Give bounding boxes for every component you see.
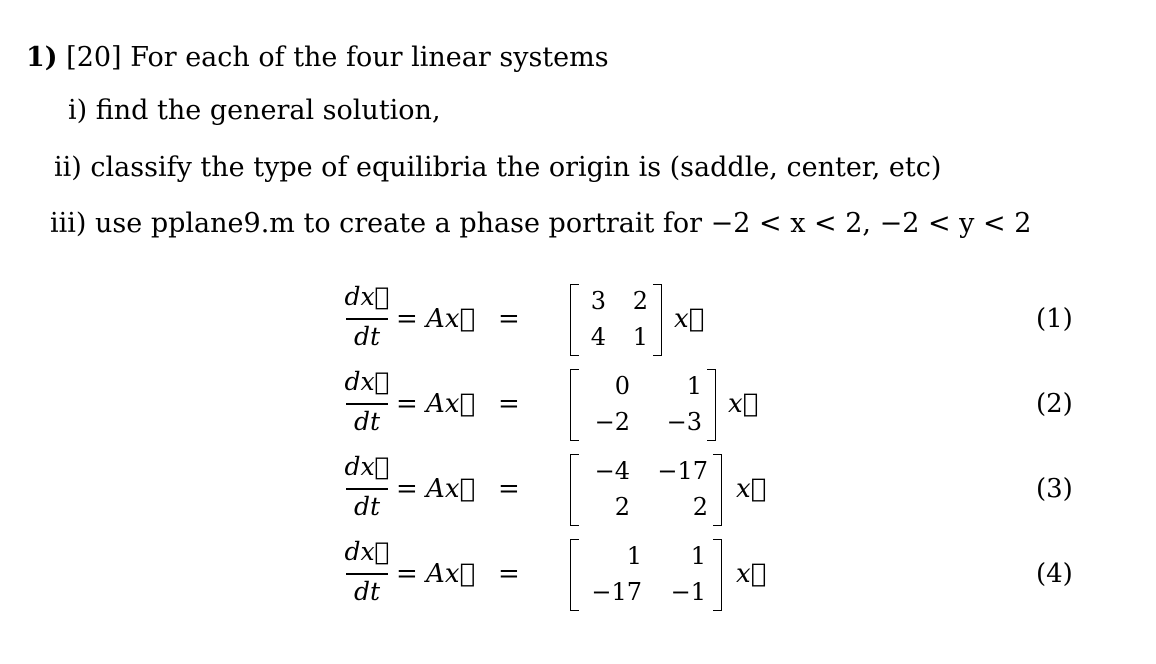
fraction-bar (346, 488, 388, 490)
equation-middle: = Ax⃗ (396, 389, 476, 419)
item-iii (50, 208, 1031, 240)
matrix-cell: 1 (632, 323, 648, 351)
left-bracket (570, 369, 579, 441)
fraction-denominator: dt (353, 407, 381, 436)
problem-header (26, 42, 609, 74)
matrix (570, 452, 722, 526)
matrix (570, 537, 722, 611)
matrix-cell: 1 (626, 542, 642, 570)
matrix (570, 282, 662, 356)
problem-points: [20] (66, 42, 122, 73)
item-ii (54, 152, 941, 184)
equals-sign: = (498, 304, 520, 334)
state-vector: x⃗ (728, 389, 759, 419)
item-label: iii) (50, 208, 87, 239)
matrix-cell: 4 (590, 323, 606, 351)
fraction-numerator: dx⃗ (344, 537, 390, 566)
matrix-cell: 2 (632, 287, 648, 315)
matrix-cell: 1 (690, 542, 706, 570)
equation-row-1 (0, 282, 1156, 362)
equation-row-2 (0, 367, 1156, 447)
left-bracket (570, 284, 579, 356)
left-bracket (570, 454, 579, 526)
right-bracket (653, 284, 662, 356)
equals-sign: = (498, 474, 520, 504)
equation-row-3 (0, 452, 1156, 532)
matrix-cell: 2 (614, 493, 630, 521)
equation-tag: (1) (1036, 304, 1073, 334)
fraction-numerator: dx⃗ (344, 452, 390, 481)
item-i (68, 95, 441, 127)
fraction-bar (346, 318, 388, 320)
matrix-cell: −3 (666, 408, 702, 436)
fraction-denominator: dt (353, 492, 381, 521)
equation-middle: = Ax⃗ (396, 304, 476, 334)
matrix-cell: −2 (594, 408, 630, 436)
matrix-cell: 2 (692, 493, 708, 521)
left-bracket (570, 539, 579, 611)
equation-middle: = Ax⃗ (396, 474, 476, 504)
equation-row-4 (0, 537, 1156, 617)
right-bracket (713, 454, 722, 526)
state-vector: x⃗ (674, 304, 705, 334)
equation-tag: (4) (1036, 559, 1073, 589)
fraction-denominator: dt (353, 577, 381, 606)
matrix-cell: −17 (591, 578, 642, 606)
equals-sign: = (498, 559, 520, 589)
state-vector: x⃗ (736, 474, 767, 504)
matrix-cell: 3 (590, 287, 606, 315)
matrix-cell: −4 (594, 457, 630, 485)
item-text: classify the type of equilibria the origin is (saddle, center, etc) (90, 152, 942, 183)
item-label: ii) (54, 152, 82, 183)
equals-sign: = (498, 389, 520, 419)
state-vector: x⃗ (736, 559, 767, 589)
problem-number: 1) (26, 42, 58, 73)
right-bracket (707, 369, 716, 441)
right-bracket (713, 539, 722, 611)
matrix-cell: −1 (670, 578, 706, 606)
fraction-bar (346, 403, 388, 405)
matrix (570, 367, 716, 441)
problem-intro: For each of the four linear systems (130, 42, 609, 73)
equation-tag: (3) (1036, 474, 1073, 504)
item-text: use pplane9.m to create a phase portrait for −2 < x < 2, −2 < y < 2 (95, 208, 1032, 239)
equation-tag: (2) (1036, 389, 1073, 419)
fraction-bar (346, 573, 388, 575)
item-text: find the general solution, (95, 95, 441, 126)
fraction-numerator: dx⃗ (344, 282, 390, 311)
matrix-cell: 1 (686, 372, 702, 400)
matrix-cell: 0 (614, 372, 630, 400)
equation-middle: = Ax⃗ (396, 559, 476, 589)
fraction-numerator: dx⃗ (344, 367, 390, 396)
matrix-cell: −17 (657, 457, 708, 485)
fraction-denominator: dt (353, 322, 381, 351)
item-label: i) (68, 95, 88, 126)
